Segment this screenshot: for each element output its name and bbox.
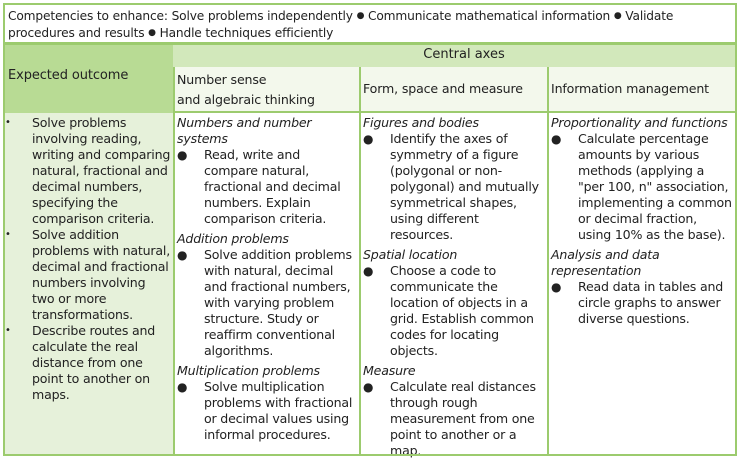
competency-item: Communicate mathematical information xyxy=(368,9,611,23)
content-item xyxy=(362,263,547,359)
expected-outcome-header: Expected outcome xyxy=(3,43,173,113)
content-text: Read, write and compare natural, fractional and decimal numbers. Explain comparison criteria. xyxy=(204,147,341,226)
separator-dot-icon: ● xyxy=(356,11,365,21)
section-title: Spatial location xyxy=(363,247,458,262)
bullet-icon: ● xyxy=(551,132,562,146)
outcome-text: Solve addition problems with natural, decimal and fractional numbers involving two or more transformations. xyxy=(32,227,171,322)
axis-header-form-space: Form, space and measure xyxy=(359,67,547,113)
bullet-icon: ● xyxy=(177,248,188,262)
bullet-icon: ● xyxy=(177,380,188,394)
axis-header-line: and algebraic thinking xyxy=(177,92,315,107)
bullet-icon: ● xyxy=(177,148,188,162)
form-space-column xyxy=(359,113,547,456)
competencies-row xyxy=(3,3,737,44)
section-title: Multiplication problems xyxy=(177,363,320,378)
axis-header-line: Number sense xyxy=(177,72,267,87)
competency-item: Validate procedures and results xyxy=(8,9,674,40)
outcome-item xyxy=(5,115,173,227)
content-item xyxy=(550,131,735,243)
outcome-item xyxy=(5,323,173,403)
content-item xyxy=(362,131,547,243)
section-title: Analysis and data representation xyxy=(551,247,660,278)
bullet-icon: • xyxy=(5,229,11,240)
section-title: Figures and bodies xyxy=(363,115,479,130)
separator-dot-icon: ● xyxy=(613,11,622,21)
outcome-item xyxy=(5,227,173,323)
section-title: Numbers and number systems xyxy=(177,115,312,146)
content-text: Calculate percentage amounts by various methods (applying a "per 100, n" association, implementing a common or decimal fraction, using 10% as the base). xyxy=(578,131,732,242)
competency-item: Handle techniques efficiently xyxy=(159,26,334,40)
content-item xyxy=(176,247,359,359)
bullet-icon: ● xyxy=(363,380,374,394)
bullet-icon: ● xyxy=(363,264,374,278)
section-title: Proportionality and functions xyxy=(551,115,728,130)
content-text: Read data in tables and circle graphs to answer diverse questions. xyxy=(578,279,724,326)
information-management-column xyxy=(547,113,737,456)
outcome-text: Solve problems involving reading, writing and comparing natural, fractional and decimal numbers, specifying the comparison criteria. xyxy=(32,115,171,226)
bullet-icon: ● xyxy=(363,132,374,146)
axis-header-number-sense xyxy=(173,67,359,113)
competency-table xyxy=(3,3,737,456)
content-item xyxy=(176,147,359,227)
bullet-icon: • xyxy=(5,325,11,336)
content-text: Identify the axes of symmetry of a figure (polygonal or non-polygonal) and mutually symmetrical shapes, using different resources. xyxy=(390,131,539,242)
section-title: Addition problems xyxy=(177,231,289,246)
competency-item: Solve problems independently xyxy=(171,9,353,23)
content-item xyxy=(176,379,359,443)
bullet-icon: • xyxy=(5,117,11,128)
content-item xyxy=(550,279,735,327)
number-sense-column xyxy=(173,113,359,456)
central-axes-header: Central axes xyxy=(173,43,737,67)
axis-header-information: Information management xyxy=(547,67,737,113)
content-text: Choose a code to communicate the location of objects in a grid. Establish common codes for locating objects. xyxy=(390,263,534,358)
competencies-label: Competencies to enhance: xyxy=(8,9,168,23)
section-title: Measure xyxy=(363,363,416,378)
expected-outcomes-column xyxy=(3,113,173,456)
content-item xyxy=(362,379,547,459)
bullet-icon: ● xyxy=(551,280,562,294)
content-text: Solve addition problems with natural, decimal and fractional numbers, with varying problem structure. Study or reaffirm conventional algorithms. xyxy=(204,247,352,358)
outcome-text: Describe routes and calculate the real distance from one point to another on maps. xyxy=(32,323,156,402)
separator-dot-icon: ● xyxy=(148,28,156,38)
content-text: Calculate real distances through rough measurement from one point to another or a map. xyxy=(390,379,536,458)
content-text: Solve multiplication problems with fractional or decimal values using informal procedures. xyxy=(204,379,353,442)
